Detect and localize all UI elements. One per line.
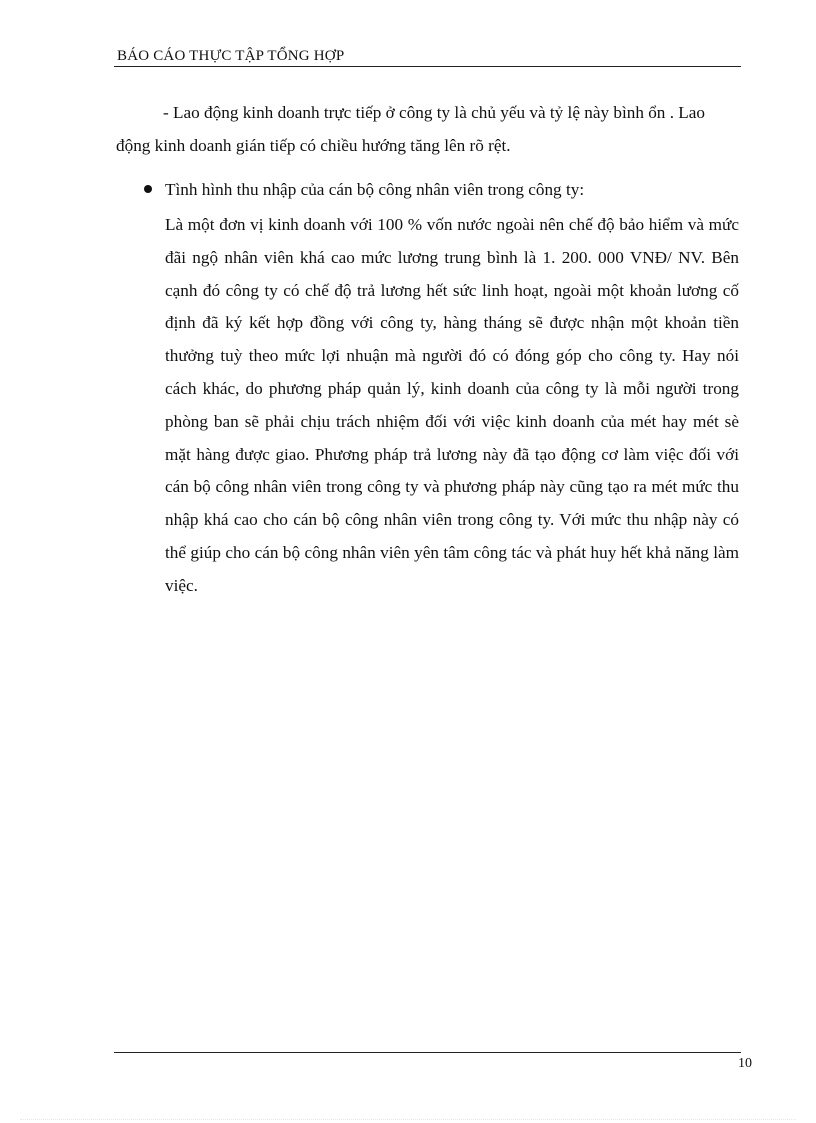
header-divider bbox=[114, 66, 741, 67]
body-paragraph-labor: - Lao động kinh doanh trực tiếp ở công ty là chủ yếu và tỷ lệ này bình ổn . Lao động kinh doanh gián tiếp có chiều hướng tăng lên rõ rệt. bbox=[116, 103, 706, 155]
footer-divider bbox=[114, 1052, 741, 1053]
bullet-item-text: Tình hình thu nhập của cán bộ công nhân viên trong công ty: bbox=[165, 180, 585, 199]
body-paragraph-income: Là một đơn vị kinh doanh với 100 % vốn nước ngoài nên chế độ bảo hiểm và mức đãi ngộ nhân viên khá cao mức lương trung bình là 1. 200. 000 VNĐ/ NV. Bên cạnh đó công ty có chế độ trả lương hết sức linh hoạt, ngoài một khoản lương cố định đã ký kết hợp đồng với công ty, hàng tháng sẽ được nhận một khoản tiền thưởng tuỳ theo mức lợi nhuận mà người đó có đóng góp cho công ty. Hay nói cách khác, do phương pháp quản lý, kinh doanh của công ty là mỗi người trong phòng ban sẽ phải chịu trách nhiệm đối với việc kinh doanh của mét hay mét sè mặt hàng được giao. Phương pháp trả lương này đã tạo động cơ làm việc đối với cán bộ công nhân viên trong công ty và phương pháp này cũng tạo ra mét mức thu nhập khá cao cho cán bộ công nhân viên trong công ty. Với mức thu nhập này có thể giúp cho cán bộ công nhân viên yên tâm công tác và phát huy hết khả năng làm việc. bbox=[165, 215, 739, 595]
bullet-dot-icon bbox=[144, 185, 152, 193]
running-header-title: BÁO CÁO THỰC TẬP TỔNG HỢP bbox=[117, 48, 345, 64]
page-edge-border bbox=[20, 1119, 796, 1120]
page-number: 10 bbox=[738, 1056, 752, 1071]
